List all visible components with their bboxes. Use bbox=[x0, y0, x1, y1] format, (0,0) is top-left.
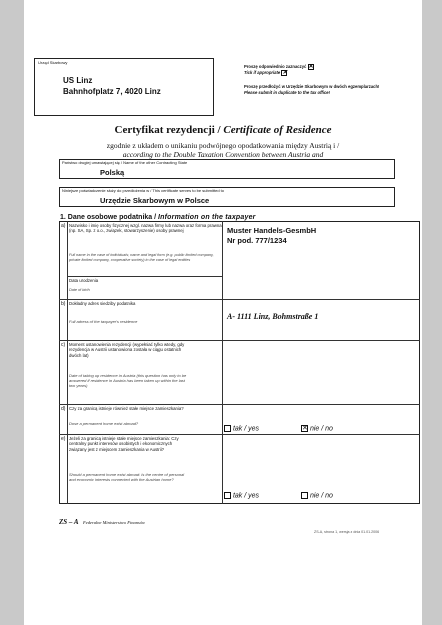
tick-sample-checkbox-en: ✕ bbox=[282, 70, 288, 76]
row-a-label-en: Full name in the case of individuals; name and legal form (e.g. public limited company, private limited company, cooperative society) in the case of legal entities bbox=[69, 253, 214, 262]
instruction-tick-pl: Proszę odpowiednio zaznaczyć bbox=[244, 64, 307, 70]
footer-edition: ZS-A, strona 1, wersja z dnia 01.01.2006 bbox=[314, 530, 380, 534]
section1-separator: / bbox=[152, 214, 159, 221]
authority-value: Urzędzie Skarbowym w Polsce bbox=[100, 196, 210, 205]
footer-code: ZS – A bbox=[59, 518, 79, 526]
state-label: Państwo drugiej umawiającej się / Name of the other Contracting State bbox=[62, 160, 188, 165]
row-d-no-option[interactable] bbox=[301, 425, 333, 432]
row-b bbox=[59, 299, 420, 340]
row-d-no-checkbox[interactable]: ✕ bbox=[302, 425, 308, 432]
row-a-number-value: Nr pod. 777/1234 bbox=[227, 236, 287, 245]
row-c bbox=[59, 340, 420, 404]
authority-box bbox=[59, 187, 395, 207]
title-en: Certificate of Residence bbox=[223, 124, 332, 136]
row-a-label-pl: Nazwisko i imię osoby fizycznej wzgl. nazwa firmy lub nazwa oraz forma prawna (np. SA, Sp. z o.o., związek, stowarzyszenie) osoby prawnej bbox=[69, 223, 222, 234]
row-d-yes-checkbox[interactable] bbox=[224, 425, 231, 432]
row-a-name-value: Muster Handels-GesmbH bbox=[227, 226, 317, 235]
row-b-label-en: Full adress of the taxpayer's residence bbox=[69, 319, 138, 324]
row-c-label-en: Date of taking up residence in Austria (this question has only to be answered if residence in Austria has been taken up within the last two years) bbox=[69, 373, 187, 388]
row-d-yes-label: tak / yes bbox=[232, 425, 260, 433]
row-a-dob-pl: Data urodzenia bbox=[69, 278, 99, 283]
tick-sample-checkbox: ✕ bbox=[308, 64, 314, 70]
row-e-label-en: Should a permanent home exist abroad: Is the centre of personal and economic interests connected with the Austrian home? bbox=[69, 472, 185, 482]
title-subline-pl: zgodnie z układem o unikaniu podwójnego opodatkowania między Austrią i / bbox=[106, 141, 340, 150]
row-e-label-pl: Jeżeli za granicą istnieje stałe miejsce zamieszkania: Czy centralny punkt interesów osobistych i ekonomicznych związany jest z miejscem zamieszkania w Austrii? bbox=[69, 436, 179, 452]
instructions bbox=[244, 64, 420, 95]
section1-title-en: Information on the taxpayer bbox=[158, 214, 256, 221]
row-d-no-label: nie / no bbox=[309, 425, 333, 433]
row-e bbox=[59, 434, 420, 504]
title-pl: Certyfikat rezydencji bbox=[114, 124, 215, 136]
row-e-no-option[interactable] bbox=[301, 492, 333, 499]
row-d-yes-option[interactable] bbox=[224, 425, 259, 432]
row-c-number: c) bbox=[61, 342, 66, 348]
row-d-label-en: Dose a permanent home exist abroad? bbox=[69, 421, 139, 426]
row-b-label-pl: Dokładny adres siedziby podatnika bbox=[69, 301, 136, 306]
row-e-no-label: nie / no bbox=[309, 492, 333, 500]
document-title bbox=[24, 124, 422, 136]
row-b-number: b) bbox=[61, 301, 66, 307]
footer-ministry: Federalne Ministerstwo Finansów bbox=[82, 520, 145, 525]
sender-box bbox=[34, 58, 214, 116]
state-box bbox=[59, 159, 395, 179]
authority-label: Niniejsze poświadczenie służy do przedłożenia w / This certificate serves to be submitted to bbox=[62, 188, 225, 193]
row-d-number: d) bbox=[61, 406, 66, 412]
section1-heading bbox=[60, 214, 256, 221]
section1-title-pl: 1. Dane osobowe podatnika bbox=[60, 214, 153, 221]
row-a-dob-divider bbox=[67, 276, 222, 277]
state-value: Polską bbox=[100, 168, 125, 177]
instruction-tick-en: Tick if appropriate bbox=[244, 70, 281, 76]
footer-form-code bbox=[59, 518, 145, 526]
row-a-number: a) bbox=[61, 223, 66, 229]
row-d-label-pl: Czy za granicą istnieje również stałe miejsce zamieszkania? bbox=[69, 406, 184, 411]
title-separator: / bbox=[214, 124, 224, 136]
row-e-number: e) bbox=[61, 436, 66, 442]
row-e-no-checkbox[interactable] bbox=[301, 492, 308, 499]
instruction-duplicate-pl: Proszę przedłożyć w Urzędzie Skarbowym w dwóch egzemplarzach! bbox=[244, 84, 380, 89]
row-d bbox=[59, 404, 420, 434]
sender-name: US Linz bbox=[63, 76, 93, 85]
row-a-dob-en: Date of birth bbox=[69, 288, 90, 292]
sender-label: Urząd Skarbowy bbox=[38, 60, 68, 65]
row-e-yes-checkbox[interactable] bbox=[224, 492, 231, 499]
row-e-yes-option[interactable] bbox=[224, 492, 259, 499]
sender-address: Bahnhofplatz 7, 4020 Linz bbox=[63, 87, 161, 96]
instruction-duplicate-en: Please submit in duplicate to the tax office! bbox=[244, 89, 331, 95]
certificate-page bbox=[24, 0, 422, 625]
row-e-yes-label: tak / yes bbox=[232, 492, 260, 500]
row-a bbox=[59, 221, 420, 299]
row-c-label-pl: Moment ustanowienia rezydencji (wypełniać tylko wtedy, gdy rezydencja w Austrii ustanowiona została w ciągu ostatnich dwóch lat) bbox=[69, 342, 185, 358]
title-subline-en: according to the Double Taxation Convention between Austria and bbox=[122, 150, 324, 159]
row-b-address-value: A- 1111 Linz, Bohmstraße 1 bbox=[227, 312, 319, 321]
